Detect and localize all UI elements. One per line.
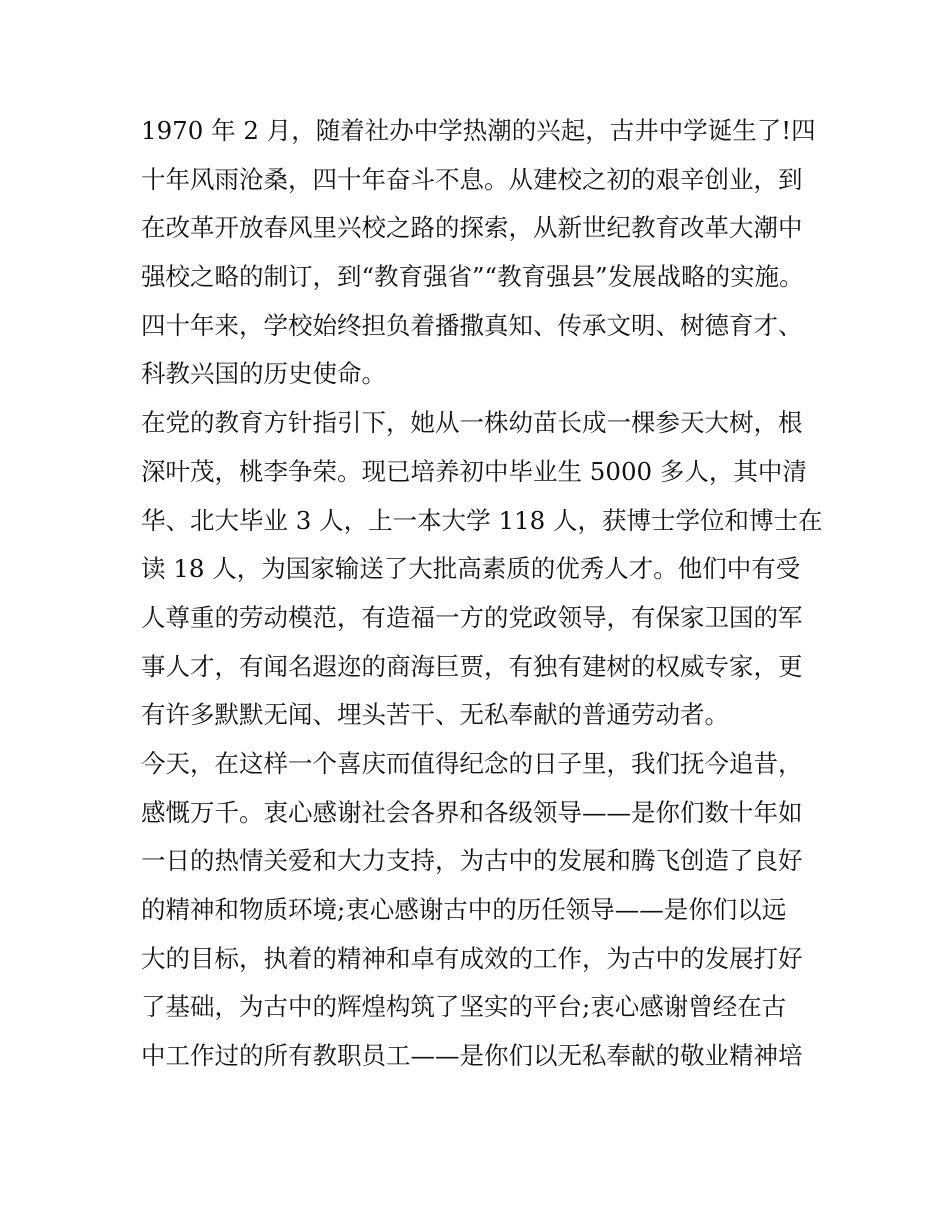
text-line: 科教兴国的历史使命。 [141, 359, 386, 389]
text-line: 中工作过的所有教职员工——是你们以无私奉献的敬业精神培 [141, 1041, 803, 1071]
text-line: 感慨万千。衷心感谢社会各界和各级领导——是你们数十年如 [141, 797, 803, 827]
text-line: 深叶茂，桃李争荣。现已培养初中毕业生 5000 多人，其中清 [141, 456, 807, 486]
body-text [141, 107, 821, 1081]
text-line: 在改革开放春风里兴校之路的探索，从新世纪教育改革大潮中 [141, 213, 803, 243]
text-line: 有许多默默无闻、埋头苦干、无私奉献的普通劳动者。 [141, 700, 729, 730]
text-line: 了基础，为古中的辉煌构筑了坚实的平台;衷心感谢曾经在古 [141, 992, 787, 1022]
text-line: 华、北大毕业 3 人，上一本大学 118 人，获博士学位和博士在 [141, 505, 823, 535]
text-line: 大的目标，执着的精神和卓有成效的工作，为古中的发展打好 [141, 943, 803, 973]
text-line: 1970 年 2 月，随着社办中学热潮的兴起，古井中学诞生了!四 [141, 116, 816, 145]
text-line: 的精神和物质环境;衷心感谢古中的历任领导——是你们以远 [141, 895, 787, 924]
text-line: 事人才，有闻名遐迩的商海巨贾，有独有建树的权威专家，更 [141, 651, 803, 681]
text-line: 人尊重的劳动模范，有造福一方的党政领导，有保家卫国的军 [141, 602, 803, 632]
text-line: 今天，在这样一个喜庆而值得纪念的日子里，我们抚今追昔， [141, 748, 803, 778]
text-line: 一日的热情关爱和大力支持，为古中的发展和腾飞创造了良好 [141, 846, 803, 876]
text-line: 十年风雨沧桑，四十年奋斗不息。从建校之初的艰辛创业，到 [141, 164, 803, 194]
text-line: 在党的教育方针指引下，她从一株幼苗长成一棵参天大树，根 [141, 408, 803, 438]
text-line: 读 18 人，为国家输送了大批高素质的优秀人才。他们中有受 [141, 554, 801, 584]
text-line: 四十年来，学校始终担负着播撒真知、传承文明、树德育才、 [141, 310, 803, 340]
text-line: 强校之略的制订，到“教育强省”“教育强县”发展战略的实施。 [141, 262, 804, 292]
